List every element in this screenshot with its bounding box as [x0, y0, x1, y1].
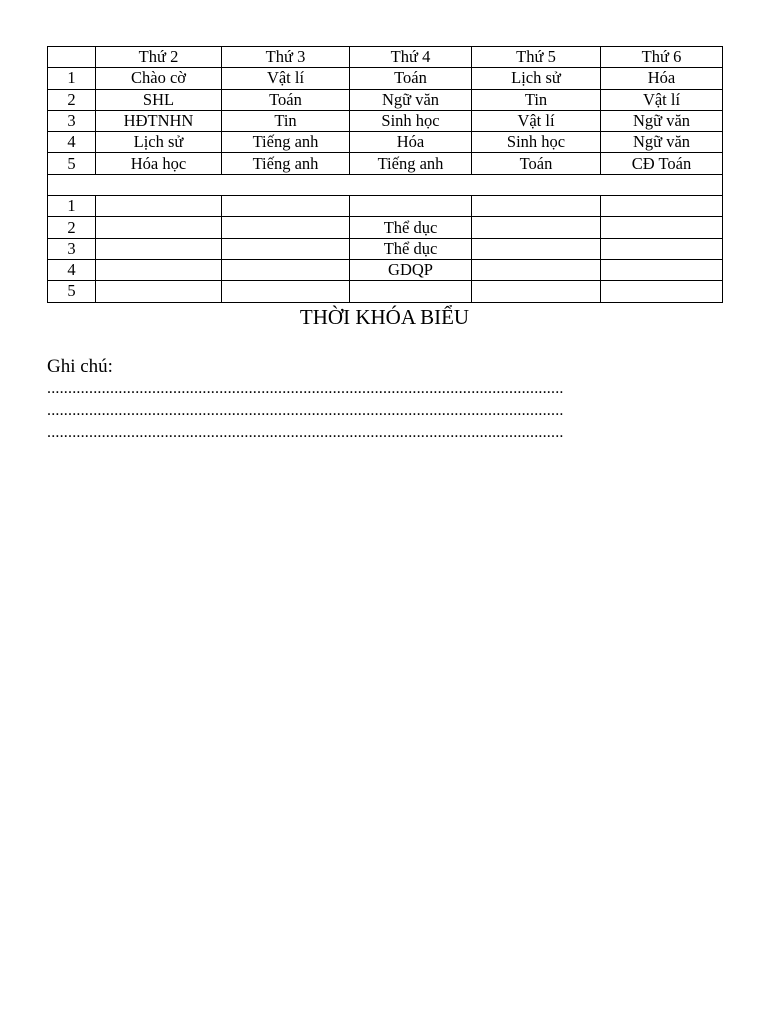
table-cell: Vật lí [222, 68, 350, 89]
note-line: ........................................................................................................................... [47, 401, 564, 419]
table-cell [222, 259, 350, 280]
table-cell [96, 259, 222, 280]
table-row [48, 89, 723, 110]
table-row [48, 217, 723, 238]
table-cell: Lịch sử [96, 132, 222, 153]
notes-section [47, 356, 722, 444]
table-cell: Sinh học [472, 132, 601, 153]
page-title: THỜI KHÓA BIỂU [299, 304, 470, 329]
table-cell [350, 281, 472, 302]
table-cell [601, 217, 723, 238]
table-cell: CĐ Toán [601, 153, 723, 174]
table-row [48, 132, 723, 153]
table-row [48, 110, 723, 131]
table-row [48, 68, 723, 89]
period-number: 4 [48, 259, 96, 280]
table-cell [96, 238, 222, 259]
table-cell: Ngữ văn [601, 110, 723, 131]
section-divider-cell [48, 174, 723, 195]
table-cell: Toán [472, 153, 601, 174]
table-row [48, 238, 723, 259]
table-cell: Toán [350, 68, 472, 89]
table-cell [601, 259, 723, 280]
table-cell: Tin [222, 110, 350, 131]
table-cell: Vật lí [472, 110, 601, 131]
table-row [48, 153, 723, 174]
period-number: 3 [48, 238, 96, 259]
header-row [48, 47, 723, 68]
table-cell: Ngữ văn [350, 89, 472, 110]
section-divider-row [48, 174, 723, 195]
table-cell [601, 196, 723, 217]
header-cell-thu-3: Thứ 3 [222, 47, 350, 68]
header-cell-thu-6: Thứ 6 [601, 47, 723, 68]
table-cell [96, 196, 222, 217]
table-cell: GDQP [350, 259, 472, 280]
period-number: 3 [48, 110, 96, 131]
table-cell [472, 281, 601, 302]
table-cell: Tiếng anh [222, 132, 350, 153]
table-cell [472, 217, 601, 238]
table-cell: Thể dục [350, 217, 472, 238]
table-cell: Chào cờ [96, 68, 222, 89]
table-cell: Toán [222, 89, 350, 110]
table-cell: Hóa học [96, 153, 222, 174]
note-line: ........................................................................................................................... [47, 423, 564, 441]
table-cell [472, 238, 601, 259]
table-cell: Hóa [601, 68, 723, 89]
table-cell [222, 238, 350, 259]
table-cell: SHL [96, 89, 222, 110]
document-page [47, 46, 722, 444]
table-cell: Ngữ văn [601, 132, 723, 153]
table-cell: Hóa [350, 132, 472, 153]
notes-label: Ghi chú: [47, 355, 113, 377]
table-cell [601, 238, 723, 259]
period-number: 1 [48, 196, 96, 217]
table-cell: Sinh học [350, 110, 472, 131]
table-cell: Thể dục [350, 238, 472, 259]
table-row [48, 281, 723, 302]
table-row [48, 259, 723, 280]
table-row [48, 196, 723, 217]
table-cell: Tiếng anh [222, 153, 350, 174]
period-number: 2 [48, 89, 96, 110]
table-cell [222, 217, 350, 238]
table-cell: HĐTNHN [96, 110, 222, 131]
table-cell [601, 281, 723, 302]
table-cell [222, 196, 350, 217]
header-cell-period [48, 47, 96, 68]
header-cell-thu-2: Thứ 2 [96, 47, 222, 68]
table-cell [350, 196, 472, 217]
table-cell [96, 281, 222, 302]
table-cell [96, 217, 222, 238]
period-number: 1 [48, 68, 96, 89]
header-cell-thu-5: Thứ 5 [472, 47, 601, 68]
period-number: 5 [48, 281, 96, 302]
period-number: 5 [48, 153, 96, 174]
table-cell [472, 259, 601, 280]
table-cell: Tin [472, 89, 601, 110]
period-number: 2 [48, 217, 96, 238]
table-cell: Tiếng anh [350, 153, 472, 174]
header-cell-thu-4: Thứ 4 [350, 47, 472, 68]
note-line: ........................................................................................................................... [47, 379, 564, 397]
table-cell: Vật lí [601, 89, 723, 110]
timetable [47, 46, 723, 303]
table-cell [222, 281, 350, 302]
period-number: 4 [48, 132, 96, 153]
table-cell: Lịch sử [472, 68, 601, 89]
table-cell [472, 196, 601, 217]
